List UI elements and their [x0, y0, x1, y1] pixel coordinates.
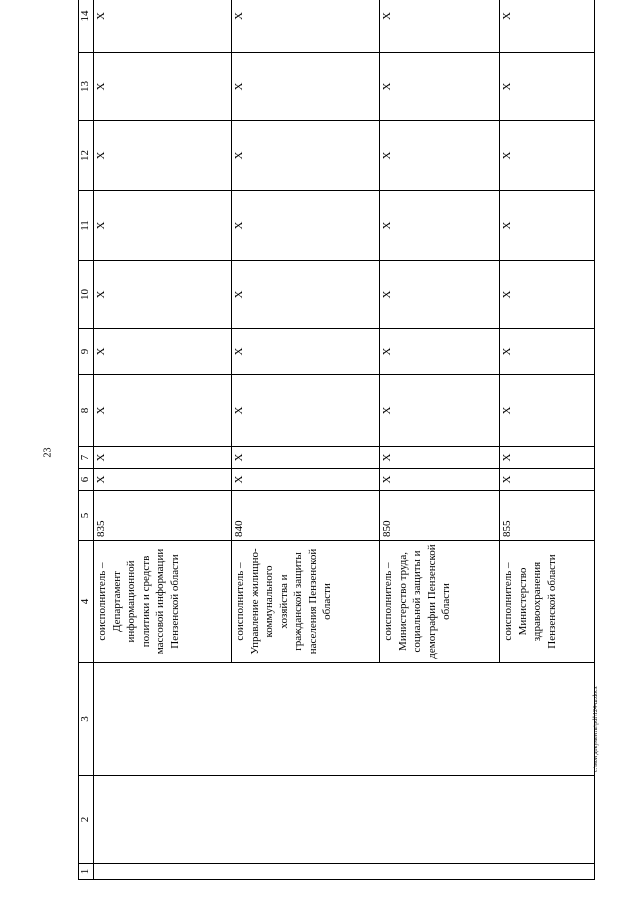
- page-number: 23: [42, 447, 54, 458]
- empty-cell: [232, 864, 380, 880]
- x-mark-cell: Х: [94, 469, 232, 491]
- column-header-11: 11: [79, 191, 94, 261]
- empty-cell: [500, 663, 595, 776]
- x-mark-cell: Х: [500, 191, 595, 261]
- x-mark-cell: Х: [94, 0, 232, 53]
- x-mark-cell: Х: [94, 375, 232, 447]
- x-mark-cell: Х: [500, 375, 595, 447]
- code-cell: 835: [94, 491, 232, 541]
- column-header-1: 1: [79, 864, 94, 880]
- x-mark-cell: Х: [380, 121, 500, 191]
- code-cell: 855: [500, 491, 595, 541]
- column-header-5: 5: [79, 491, 94, 541]
- x-mark-cell: Х: [380, 375, 500, 447]
- x-mark-cell: Х: [380, 469, 500, 491]
- empty-cell: [232, 663, 380, 776]
- column-header-13: 13: [79, 53, 94, 121]
- x-mark-cell: Х: [94, 329, 232, 375]
- x-mark-cell: Х: [232, 447, 380, 469]
- x-mark-cell: Х: [500, 469, 595, 491]
- x-mark-cell: Х: [232, 329, 380, 375]
- empty-cell: [500, 776, 595, 864]
- x-mark-cell: Х: [380, 0, 500, 53]
- x-mark-cell: Х: [232, 261, 380, 329]
- table-row: [94, 0, 232, 880]
- column-header-6: 6: [79, 469, 94, 491]
- empty-cell: [380, 776, 500, 864]
- x-mark-cell: Х: [94, 121, 232, 191]
- x-mark-cell: Х: [94, 447, 232, 469]
- x-mark-cell: Х: [94, 53, 232, 121]
- x-mark-cell: Х: [232, 191, 380, 261]
- executor-cell: соисполнитель – Министерство труда, социальной защиты и демографии Пензенской области: [380, 541, 500, 663]
- column-header-7: 7: [79, 447, 94, 469]
- column-header-12: 12: [79, 121, 94, 191]
- x-mark-cell: Х: [232, 0, 380, 53]
- code-cell: 840: [232, 491, 380, 541]
- x-mark-cell: Х: [232, 121, 380, 191]
- x-mark-cell: Х: [94, 191, 232, 261]
- column-header-9: 9: [79, 329, 94, 375]
- code-cell: 850: [380, 491, 500, 541]
- x-mark-cell: Х: [232, 469, 380, 491]
- column-header-2: 2: [79, 776, 94, 864]
- x-mark-cell: Х: [500, 0, 595, 53]
- x-mark-cell: Х: [500, 121, 595, 191]
- x-mark-cell: Х: [500, 261, 595, 329]
- empty-cell: [94, 776, 232, 864]
- x-mark-cell: Х: [500, 53, 595, 121]
- x-mark-cell: Х: [380, 191, 500, 261]
- empty-cell: [500, 864, 595, 880]
- column-header-8: 8: [79, 375, 94, 447]
- x-mark-cell: Х: [380, 447, 500, 469]
- empty-cell: [94, 663, 232, 776]
- x-mark-cell: Х: [380, 329, 500, 375]
- empty-cell: [232, 776, 380, 864]
- x-mark-cell: Х: [232, 53, 380, 121]
- header-row: [79, 0, 94, 880]
- executor-cell: соисполнитель – Министерство здравоохранения Пензенской области: [500, 541, 595, 663]
- column-header-4: 4: [79, 541, 94, 663]
- column-header-10: 10: [79, 261, 94, 329]
- data-table: [78, 0, 595, 880]
- table-row: [500, 0, 595, 880]
- x-mark-cell: Х: [380, 261, 500, 329]
- x-mark-cell: Х: [380, 53, 500, 121]
- table-row: [380, 0, 500, 880]
- empty-cell: [94, 864, 232, 880]
- table-row: [232, 0, 380, 880]
- executor-cell: соисполнитель – Департамент информационной политики и средств массовой информации Пензенской области: [94, 541, 232, 663]
- column-header-14: 14: [79, 0, 94, 53]
- x-mark-cell: Х: [94, 261, 232, 329]
- x-mark-cell: Х: [500, 329, 595, 375]
- footer-file-path: c:\мои документы\pdf\124-ш.docx: [593, 686, 599, 772]
- x-mark-cell: Х: [232, 375, 380, 447]
- rotated-table-container: [78, 10, 578, 880]
- empty-cell: [380, 864, 500, 880]
- empty-cell: [380, 663, 500, 776]
- executor-cell: соисполнитель – Управление жилищно-коммунального хозяйства и гражданской защиты населения Пензенской области: [232, 541, 380, 663]
- column-header-3: 3: [79, 663, 94, 776]
- x-mark-cell: Х: [500, 447, 595, 469]
